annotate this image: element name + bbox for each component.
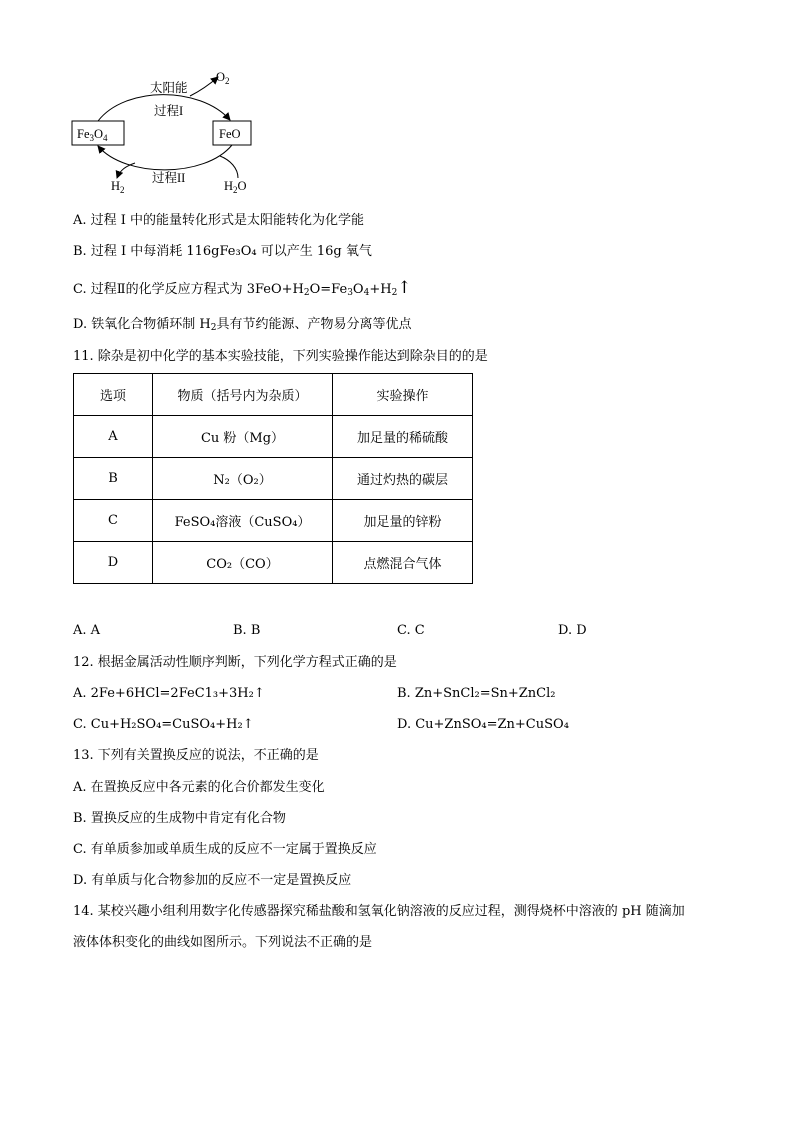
table-header-row: [74, 374, 473, 416]
feo-label: FeO: [219, 127, 241, 141]
table-row: [74, 458, 473, 500]
row-option: D: [74, 542, 153, 584]
h2o-label: $H_2O$: [224, 179, 247, 195]
row-option: A: [74, 416, 153, 458]
row-operation: 通过灼热的碳层: [333, 458, 473, 500]
q11-stem: 11. 除杂是初中化学的基本实验技能，下列实验操作能达到除杂目的的是: [73, 349, 488, 364]
q13-stem: 13. 下列有关置换反应的说法，不正确的是: [73, 748, 319, 763]
q12-option-b: B. Zn+SnCl₂=Sn+ZnCl₂: [397, 686, 556, 701]
reaction-cycle-diagram: [70, 68, 260, 198]
solar-energy-label: 太阳能: [150, 81, 188, 95]
process2-arrow: [98, 145, 232, 170]
row-operation: 加足量的稀硫酸: [333, 416, 473, 458]
header-option: 选项: [74, 374, 153, 416]
q10-option-c: C. 过程Ⅱ的化学反应方程式为 $3FeO+H_2O=Fe_3O_4+H_2↑$: [73, 278, 412, 298]
q13-option-d: D. 有单质与化合物参加的反应不一定是置换反应: [73, 873, 352, 888]
q10-option-d: D. 铁氧化合物循环制 $H_2$具有节约能源、产物易分离等优点: [73, 317, 412, 333]
q11-answer-b: B. B: [233, 623, 261, 638]
row-substance: FeSO₄溶液（CuSO₄）: [153, 500, 333, 542]
o2-label: $O_2$: [216, 70, 230, 86]
row-substance: N₂（O₂）: [153, 458, 333, 500]
q11-table: [73, 373, 473, 584]
row-operation: 点燃混合气体: [333, 542, 473, 584]
row-operation: 加足量的锌粉: [333, 500, 473, 542]
process1-label: 过程I: [154, 104, 184, 118]
q12-option-c: C. Cu+H₂SO₄=CuSO₄+H₂↑: [73, 717, 254, 732]
row-substance: Cu 粉（Mg）: [153, 416, 333, 458]
table-row: [74, 416, 473, 458]
cycle-svg: [70, 68, 260, 198]
q11-answer-c: C. C: [397, 623, 425, 638]
header-substance: 物质（括号内为杂质）: [153, 374, 333, 416]
row-option: B: [74, 458, 153, 500]
row-substance: CO₂（CO）: [153, 542, 333, 584]
h2-label: $H_2$: [111, 179, 125, 195]
q10-option-a: A. 过程 I 中的能量转化形式是太阳能转化为化学能: [73, 213, 365, 228]
q13-option-b: B. 置换反应的生成物中肯定有化合物: [73, 811, 286, 826]
q14-stem-line2: 液体体积变化的曲线如图所示。下列说法不正确的是: [73, 935, 373, 950]
table-row: [74, 500, 473, 542]
h2o-branch-arrow: [220, 156, 238, 178]
q10-option-b: B. 过程 I 中每消耗 116gFe₃O₄ 可以产生 16g 氧气: [73, 244, 372, 259]
process2-label: 过程II: [152, 171, 186, 185]
q11-answer-a: A. A: [73, 623, 101, 638]
row-option: C: [74, 500, 153, 542]
table-row: [74, 542, 473, 584]
q11-answer-d: D. D: [558, 623, 587, 638]
q12-stem: 12. 根据金属活动性顺序判断，下列化学方程式正确的是: [73, 655, 397, 670]
q12-option-a: A. 2Fe+6HCl=2FeC1₃+3H₂↑: [73, 686, 265, 701]
q13-option-a: A. 在置换反应中各元素的化合价都发生变化: [73, 780, 325, 795]
q13-option-c: C. 有单质参加或单质生成的反应不一定属于置换反应: [73, 842, 377, 857]
fe3o4-label: $Fe_3O_4$: [77, 127, 108, 143]
q14-stem-line1: 14. 某校兴趣小组利用数字化传感器探究稀盐酸和氢氧化钠溶液的反应过程，测得烧杯中溶液的 pH 随滴加: [73, 904, 685, 919]
q12-option-d: D. Cu+ZnSO₄=Zn+CuSO₄: [397, 717, 569, 732]
header-operation: 实验操作: [333, 374, 473, 416]
o2-branch-arrow: [190, 77, 218, 96]
